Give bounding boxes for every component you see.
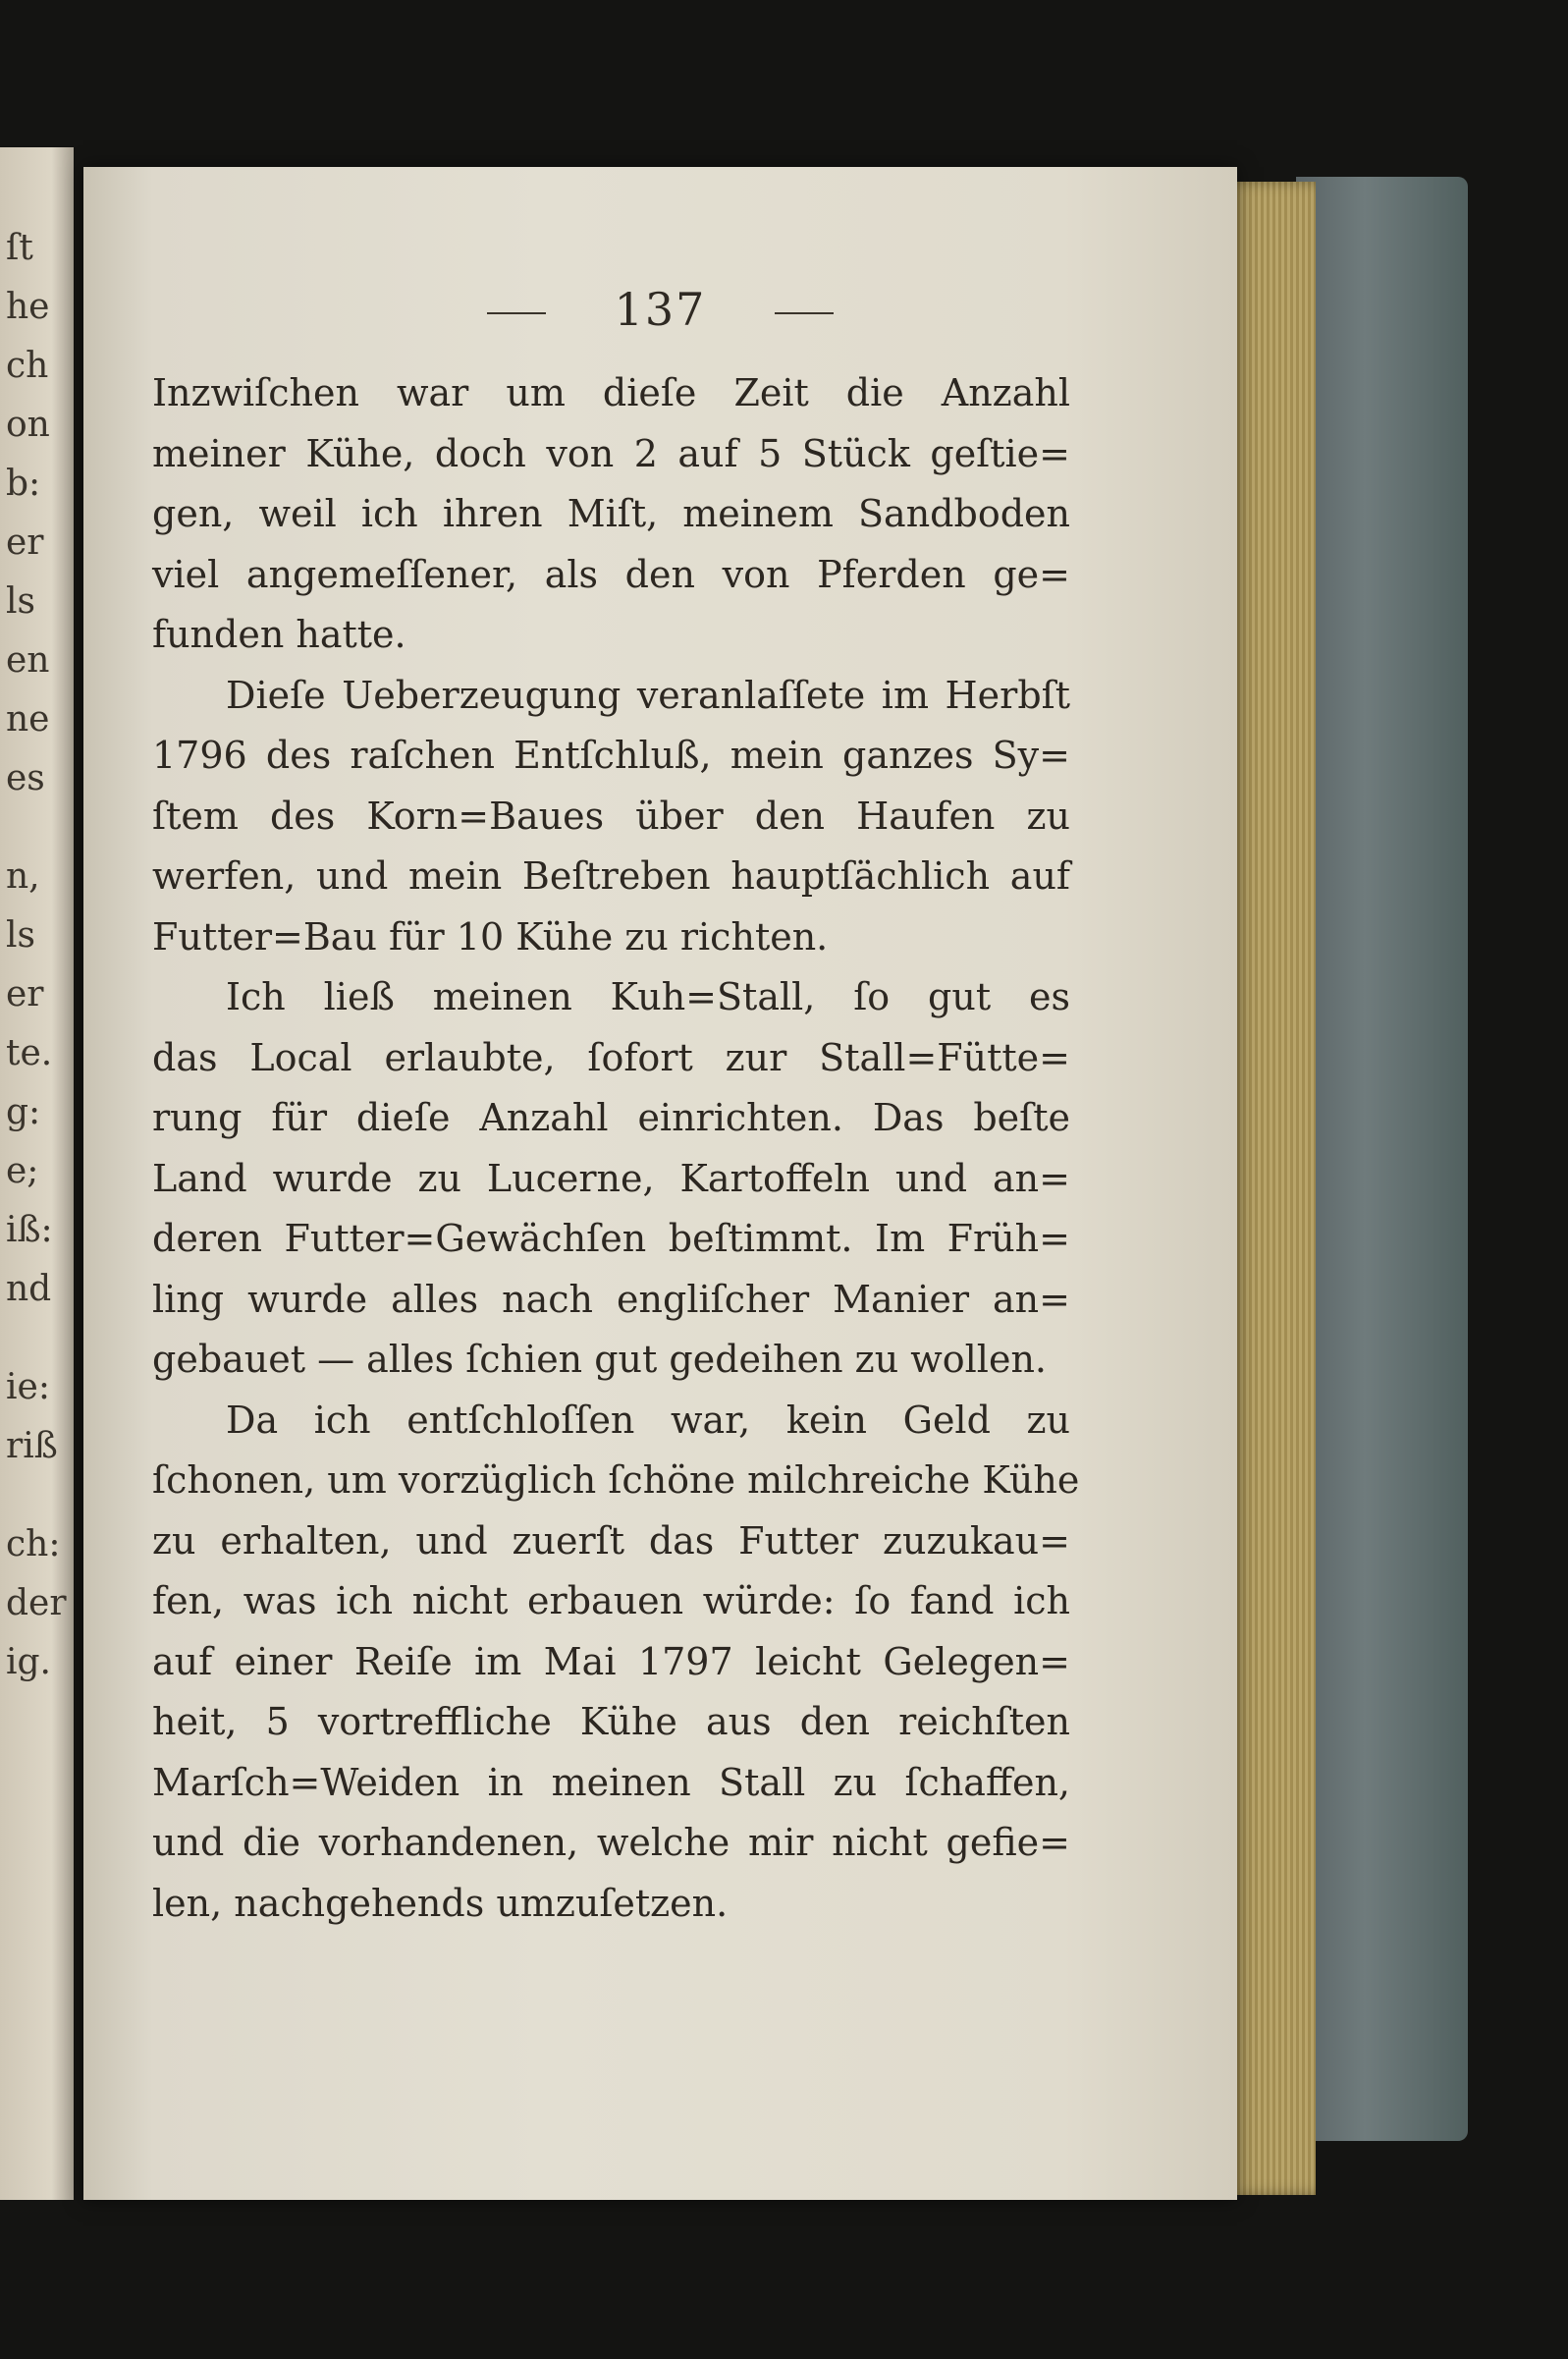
left-page-fragment: es <box>6 758 45 798</box>
text-line: Dieſe Ueberzeugung veranlaſſete im Herbſt <box>226 673 1070 717</box>
left-page-fragment: nd <box>6 1269 52 1309</box>
text-line: meiner Kühe, doch von 2 auf 5 Stück geſtie= <box>152 431 1070 475</box>
left-page-fragment: ne <box>6 699 50 740</box>
text-line: das Local erlaubte, ſofort zur Stall=Fütte= <box>152 1035 1070 1079</box>
page-header <box>83 283 1237 336</box>
text-line: Land wurde zu Lucerne, Kartoffeln und an= <box>152 1156 1070 1200</box>
text-line: werfen, und mein Beſtreben hauptſächlich auf <box>152 854 1070 898</box>
text-line: gebauet — alles ſchien gut gedeihen zu wollen. <box>152 1338 1047 1381</box>
book-cover-edge <box>1296 177 1468 2141</box>
left-page-fragment: te. <box>6 1033 53 1073</box>
left-page-fragment: er <box>6 974 44 1015</box>
body-text <box>152 363 1080 1934</box>
text-line: fen, was ich nicht erbauen würde: ſo fand ich <box>152 1579 1070 1622</box>
left-page-fragment: he <box>6 287 50 327</box>
text-line: 1796 des raſchen Entſchluß, mein ganzes Sy= <box>152 734 1070 777</box>
left-page-fragment: ch <box>6 346 49 386</box>
text-line: und die vorhandenen, welche mir nicht gefie= <box>152 1821 1070 1864</box>
left-page-edge <box>0 147 74 2200</box>
text-line: deren Futter=Gewächſen beſtimmt. Im Früh= <box>152 1217 1070 1260</box>
left-page-fragment: en <box>6 640 50 681</box>
header-dash-right <box>775 312 834 314</box>
book-page <box>83 167 1237 2200</box>
left-page-fragment: der <box>6 1583 67 1623</box>
left-page-fragment: n, <box>6 856 40 897</box>
text-line: len, nachgehends umzuſetzen. <box>152 1881 729 1925</box>
text-line: heit, 5 vortreffliche Kühe aus den reichſten <box>152 1700 1070 1743</box>
text-line: ſtem des Korn=Baues über den Haufen zu <box>152 794 1070 838</box>
header-dash-left <box>487 312 546 314</box>
left-page-fragment: ls <box>6 581 35 622</box>
text-line: Inzwiſchen war um dieſe Zeit die Anzahl <box>152 371 1070 414</box>
left-page-fragment: ls <box>6 915 35 956</box>
left-page-fragment: ſt <box>6 228 33 268</box>
text-line: Da ich entſchloſſen war, kein Geld zu <box>226 1398 1070 1442</box>
left-page-fragment: er <box>6 522 44 563</box>
left-page-fragment: iß: <box>6 1210 53 1250</box>
text-line: ſchonen, um vorzüglich ſchöne milchreiche Kühe <box>152 1458 1080 1502</box>
text-line: viel angemeſſener, als den von Pferden ge= <box>152 552 1070 596</box>
left-page-fragment: ie: <box>6 1367 50 1407</box>
text-line: ling wurde alles nach engliſcher Manier an= <box>152 1277 1070 1321</box>
text-line: gen, weil ich ihren Miſt, meinem Sandboden <box>152 492 1070 535</box>
left-page-fragment: e; <box>6 1151 39 1191</box>
left-page-fragment: on <box>6 405 50 445</box>
text-line: rung für dieſe Anzahl einrichten. Das beſte <box>152 1096 1070 1139</box>
left-page-fragment: ig. <box>6 1642 52 1682</box>
text-line: zu erhalten, und zuerſt das Futter zuzukau= <box>152 1518 1070 1563</box>
text-line: auf einer Reiſe im Mai 1797 leicht Gelegen= <box>152 1639 1070 1683</box>
text-line: Ich ließ meinen Kuh=Stall, ſo gut es <box>226 975 1070 1018</box>
left-page-fragment: g: <box>6 1092 41 1132</box>
left-page-fragment: b: <box>6 464 41 504</box>
left-page-fragment: riß <box>6 1426 58 1466</box>
text-line: Marſch=Weiden in meinen Stall zu ſchaffen, <box>152 1760 1070 1804</box>
page-number: 137 <box>614 283 707 336</box>
text-line: Futter=Bau für 10 Kühe zu richten. <box>152 914 829 959</box>
text-line: funden hatte. <box>152 613 406 656</box>
left-page-fragment: ch: <box>6 1524 61 1564</box>
